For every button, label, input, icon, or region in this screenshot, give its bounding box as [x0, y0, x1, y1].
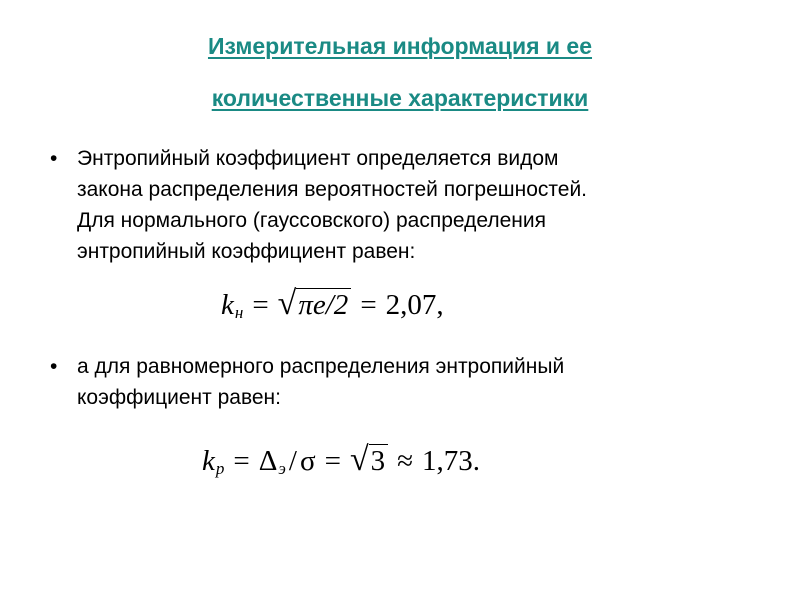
radicand: πe/2	[296, 288, 351, 322]
square-root	[277, 285, 352, 322]
formula-equals: =	[233, 444, 250, 477]
square-root	[349, 441, 388, 478]
radical-sign: √	[277, 285, 297, 322]
bullet-point: •	[50, 355, 58, 378]
slide-title-line-1: Измерительная информация и ее	[207, 33, 593, 59]
formula-normal-distribution	[221, 285, 444, 323]
formula-delta: Δ	[258, 444, 278, 477]
slide-title-line-2: количественные характеристики	[211, 85, 589, 111]
formula-equals: =	[360, 288, 377, 321]
bullet-entropy-uniform	[50, 351, 770, 413]
formula-subscript: р	[215, 459, 225, 479]
bullet-text-line: Для нормального (гауссовского) распределения	[77, 209, 546, 232]
formula-variable: k	[221, 288, 234, 321]
bullet-text-line: Энтропийный коэффициент определяется видом	[77, 147, 559, 170]
formula-result: 1,73.	[422, 444, 481, 477]
bullet-text-line: а для равномерного распределения энтропийный	[77, 355, 565, 378]
formula-slash: /	[288, 444, 297, 477]
radical-sign: √	[349, 441, 369, 478]
formula-equals: =	[324, 444, 341, 477]
formula-sigma: σ	[299, 444, 316, 477]
formula-approx: ≈	[397, 444, 414, 477]
bullet-entropy-normal	[50, 143, 770, 267]
formula-uniform-distribution	[202, 441, 481, 479]
formula-delta-subscript: э	[278, 459, 286, 479]
formula-variable: k	[202, 444, 215, 477]
bullet-text-line: энтропийный коэффициент равен:	[77, 240, 416, 263]
bullet-text-line: коэффициент равен:	[77, 386, 281, 409]
bullet-text-line: закона распределения вероятностей погрешностей.	[77, 178, 588, 201]
bullet-point: •	[50, 147, 58, 170]
radicand: 3	[369, 444, 389, 478]
formula-subscript: н	[234, 303, 244, 323]
formula-result: 2,07,	[385, 288, 444, 321]
formula-equals: =	[252, 288, 269, 321]
